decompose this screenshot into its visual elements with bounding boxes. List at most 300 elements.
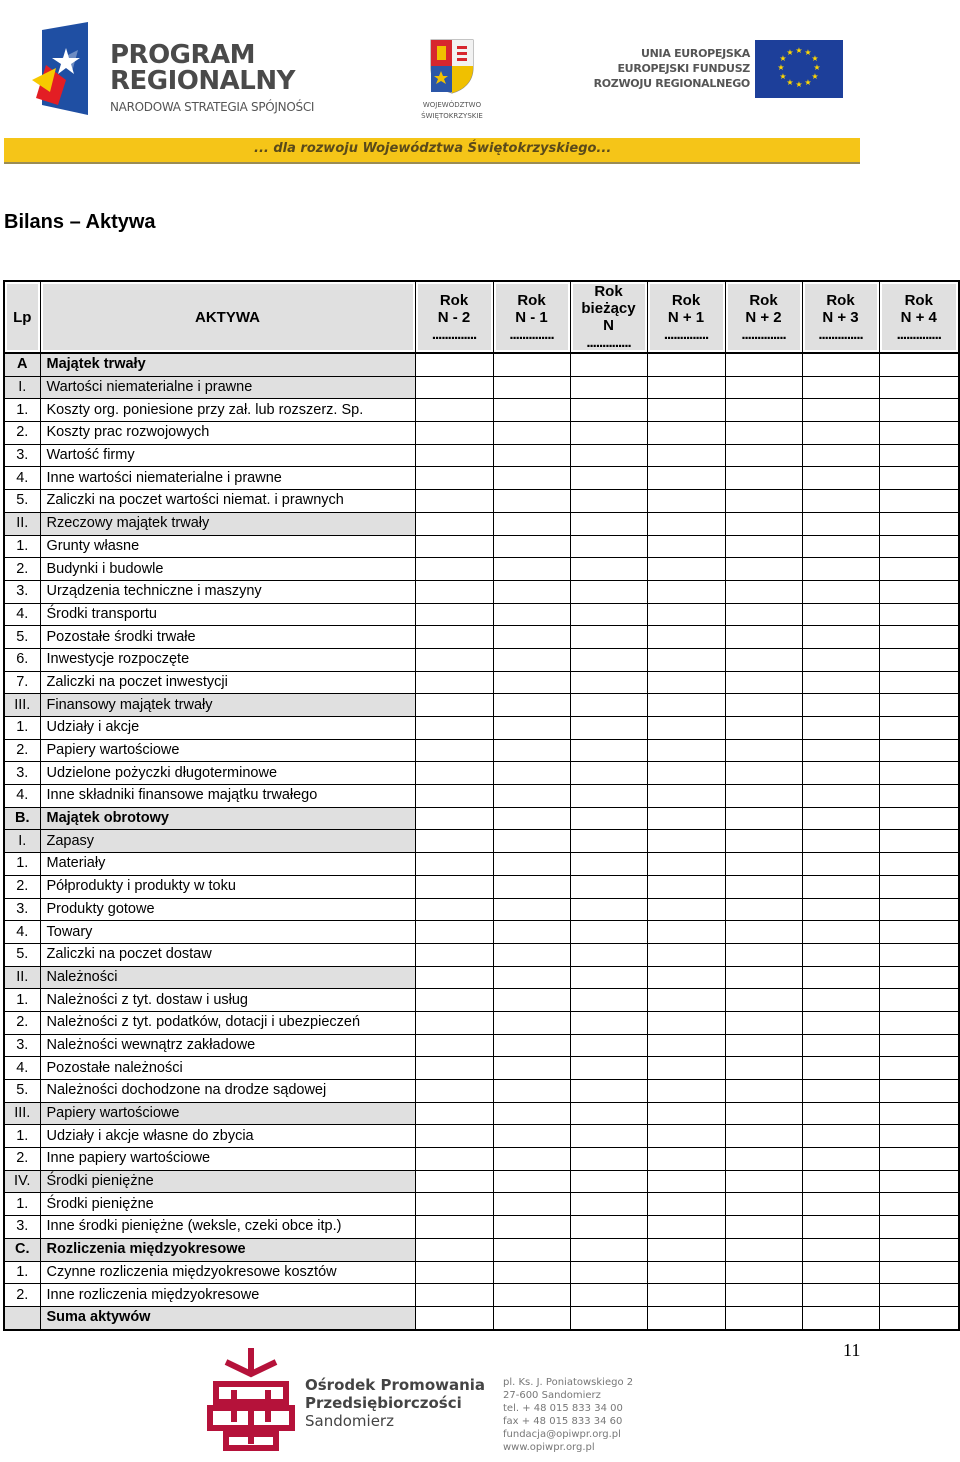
year-value-cell[interactable] (725, 671, 802, 694)
year-value-cell[interactable] (415, 467, 493, 490)
year-value-cell[interactable] (802, 1216, 879, 1239)
year-value-cell[interactable] (802, 422, 879, 445)
year-value-cell[interactable] (415, 1216, 493, 1239)
year-value-cell[interactable] (415, 376, 493, 399)
year-value-cell[interactable] (493, 1261, 570, 1284)
year-value-cell[interactable] (879, 1238, 959, 1261)
year-value-cell[interactable] (802, 1080, 879, 1103)
year-value-cell[interactable] (647, 580, 725, 603)
year-value-cell[interactable] (879, 353, 959, 376)
year-value-cell[interactable] (570, 353, 647, 376)
year-value-cell[interactable] (879, 989, 959, 1012)
year-value-cell[interactable] (879, 535, 959, 558)
year-value-cell[interactable] (415, 1170, 493, 1193)
year-value-cell[interactable] (647, 444, 725, 467)
year-value-cell[interactable] (879, 490, 959, 513)
year-value-cell[interactable] (879, 785, 959, 808)
year-value-cell[interactable] (725, 535, 802, 558)
year-value-cell[interactable] (570, 626, 647, 649)
year-value-cell[interactable] (415, 1261, 493, 1284)
year-value-cell[interactable] (415, 762, 493, 785)
year-value-cell[interactable] (493, 1148, 570, 1171)
year-value-cell[interactable] (725, 1148, 802, 1171)
year-value-cell[interactable] (415, 830, 493, 853)
year-value-cell[interactable] (879, 1148, 959, 1171)
year-value-cell[interactable] (647, 1216, 725, 1239)
year-value-cell[interactable] (493, 1057, 570, 1080)
year-value-cell[interactable] (570, 921, 647, 944)
year-value-cell[interactable] (570, 966, 647, 989)
year-value-cell[interactable] (647, 512, 725, 535)
year-value-cell[interactable] (647, 1080, 725, 1103)
year-value-cell[interactable] (415, 1306, 493, 1329)
year-value-cell[interactable] (493, 807, 570, 830)
year-value-cell[interactable] (879, 467, 959, 490)
year-value-cell[interactable] (493, 1193, 570, 1216)
year-value-cell[interactable] (570, 1102, 647, 1125)
year-value-cell[interactable] (725, 558, 802, 581)
year-value-cell[interactable] (802, 1102, 879, 1125)
year-value-cell[interactable] (802, 671, 879, 694)
year-value-cell[interactable] (570, 1170, 647, 1193)
year-value-cell[interactable] (647, 558, 725, 581)
year-value-cell[interactable] (725, 512, 802, 535)
year-value-cell[interactable] (879, 671, 959, 694)
year-value-cell[interactable] (647, 966, 725, 989)
year-value-cell[interactable] (802, 785, 879, 808)
year-value-cell[interactable] (570, 1193, 647, 1216)
year-value-cell[interactable] (879, 1057, 959, 1080)
year-value-cell[interactable] (802, 353, 879, 376)
year-value-cell[interactable] (493, 853, 570, 876)
year-value-cell[interactable] (802, 830, 879, 853)
year-value-cell[interactable] (570, 694, 647, 717)
year-value-cell[interactable] (647, 626, 725, 649)
year-value-cell[interactable] (725, 807, 802, 830)
year-value-cell[interactable] (879, 626, 959, 649)
year-value-cell[interactable] (647, 1057, 725, 1080)
year-value-cell[interactable] (879, 512, 959, 535)
year-value-cell[interactable] (725, 580, 802, 603)
year-value-cell[interactable] (725, 830, 802, 853)
year-value-cell[interactable] (570, 1306, 647, 1329)
year-value-cell[interactable] (570, 422, 647, 445)
year-value-cell[interactable] (415, 444, 493, 467)
year-value-cell[interactable] (493, 353, 570, 376)
year-value-cell[interactable] (879, 422, 959, 445)
year-value-cell[interactable] (570, 762, 647, 785)
year-value-cell[interactable] (647, 353, 725, 376)
year-value-cell[interactable] (570, 558, 647, 581)
year-value-cell[interactable] (647, 1170, 725, 1193)
year-value-cell[interactable] (493, 1306, 570, 1329)
year-value-cell[interactable] (493, 739, 570, 762)
year-value-cell[interactable] (570, 1216, 647, 1239)
year-value-cell[interactable] (570, 807, 647, 830)
year-value-cell[interactable] (570, 376, 647, 399)
year-value-cell[interactable] (570, 1080, 647, 1103)
year-value-cell[interactable] (570, 467, 647, 490)
year-value-cell[interactable] (415, 1284, 493, 1307)
year-value-cell[interactable] (570, 830, 647, 853)
year-value-cell[interactable] (493, 444, 570, 467)
year-value-cell[interactable] (570, 853, 647, 876)
year-value-cell[interactable] (415, 1057, 493, 1080)
year-value-cell[interactable] (802, 558, 879, 581)
year-value-cell[interactable] (879, 1102, 959, 1125)
year-value-cell[interactable] (493, 603, 570, 626)
year-value-cell[interactable] (725, 353, 802, 376)
year-value-cell[interactable] (802, 1057, 879, 1080)
year-value-cell[interactable] (879, 875, 959, 898)
year-value-cell[interactable] (879, 1080, 959, 1103)
year-value-cell[interactable] (879, 603, 959, 626)
year-value-cell[interactable] (647, 671, 725, 694)
year-value-cell[interactable] (802, 512, 879, 535)
year-value-cell[interactable] (415, 1034, 493, 1057)
year-value-cell[interactable] (725, 694, 802, 717)
year-value-cell[interactable] (802, 762, 879, 785)
year-value-cell[interactable] (802, 535, 879, 558)
year-value-cell[interactable] (647, 694, 725, 717)
year-value-cell[interactable] (802, 717, 879, 740)
year-value-cell[interactable] (725, 1216, 802, 1239)
year-value-cell[interactable] (647, 853, 725, 876)
year-value-cell[interactable] (879, 739, 959, 762)
year-value-cell[interactable] (647, 739, 725, 762)
year-value-cell[interactable] (415, 490, 493, 513)
year-value-cell[interactable] (802, 376, 879, 399)
year-value-cell[interactable] (415, 694, 493, 717)
year-value-cell[interactable] (415, 1011, 493, 1034)
year-value-cell[interactable] (725, 989, 802, 1012)
year-value-cell[interactable] (879, 648, 959, 671)
year-value-cell[interactable] (647, 830, 725, 853)
year-value-cell[interactable] (415, 807, 493, 830)
year-value-cell[interactable] (647, 1034, 725, 1057)
year-value-cell[interactable] (802, 1193, 879, 1216)
year-value-cell[interactable] (493, 1284, 570, 1307)
year-value-cell[interactable] (647, 1284, 725, 1307)
year-value-cell[interactable] (879, 694, 959, 717)
year-value-cell[interactable] (647, 603, 725, 626)
year-value-cell[interactable] (493, 694, 570, 717)
year-value-cell[interactable] (802, 739, 879, 762)
year-value-cell[interactable] (725, 1193, 802, 1216)
year-value-cell[interactable] (725, 376, 802, 399)
year-value-cell[interactable] (725, 490, 802, 513)
year-value-cell[interactable] (802, 1306, 879, 1329)
year-value-cell[interactable] (879, 830, 959, 853)
year-value-cell[interactable] (725, 1057, 802, 1080)
year-value-cell[interactable] (493, 921, 570, 944)
year-value-cell[interactable] (647, 1102, 725, 1125)
year-value-cell[interactable] (493, 785, 570, 808)
year-value-cell[interactable] (647, 648, 725, 671)
year-value-cell[interactable] (802, 1011, 879, 1034)
year-value-cell[interactable] (879, 853, 959, 876)
year-value-cell[interactable] (647, 717, 725, 740)
year-value-cell[interactable] (415, 422, 493, 445)
year-value-cell[interactable] (415, 989, 493, 1012)
year-value-cell[interactable] (647, 1193, 725, 1216)
year-value-cell[interactable] (647, 399, 725, 422)
year-value-cell[interactable] (647, 898, 725, 921)
year-value-cell[interactable] (802, 580, 879, 603)
year-value-cell[interactable] (493, 467, 570, 490)
year-value-cell[interactable] (802, 1034, 879, 1057)
year-value-cell[interactable] (879, 580, 959, 603)
year-value-cell[interactable] (725, 399, 802, 422)
year-value-cell[interactable] (570, 989, 647, 1012)
year-value-cell[interactable] (647, 467, 725, 490)
year-value-cell[interactable] (879, 1170, 959, 1193)
year-value-cell[interactable] (802, 1284, 879, 1307)
year-value-cell[interactable] (415, 1193, 493, 1216)
year-value-cell[interactable] (415, 898, 493, 921)
year-value-cell[interactable] (802, 444, 879, 467)
year-value-cell[interactable] (415, 535, 493, 558)
year-value-cell[interactable] (415, 943, 493, 966)
year-value-cell[interactable] (725, 444, 802, 467)
year-value-cell[interactable] (570, 490, 647, 513)
year-value-cell[interactable] (570, 648, 647, 671)
year-value-cell[interactable] (647, 1238, 725, 1261)
year-value-cell[interactable] (570, 717, 647, 740)
year-value-cell[interactable] (493, 580, 570, 603)
year-value-cell[interactable] (415, 1080, 493, 1103)
year-value-cell[interactable] (725, 648, 802, 671)
year-value-cell[interactable] (802, 875, 879, 898)
year-value-cell[interactable] (647, 762, 725, 785)
year-value-cell[interactable] (493, 989, 570, 1012)
year-value-cell[interactable] (725, 1170, 802, 1193)
year-value-cell[interactable] (570, 399, 647, 422)
year-value-cell[interactable] (879, 1125, 959, 1148)
year-value-cell[interactable] (802, 490, 879, 513)
year-value-cell[interactable] (879, 762, 959, 785)
year-value-cell[interactable] (647, 875, 725, 898)
year-value-cell[interactable] (493, 626, 570, 649)
year-value-cell[interactable] (802, 626, 879, 649)
year-value-cell[interactable] (570, 785, 647, 808)
year-value-cell[interactable] (570, 1125, 647, 1148)
year-value-cell[interactable] (802, 1170, 879, 1193)
year-value-cell[interactable] (802, 467, 879, 490)
year-value-cell[interactable] (725, 1034, 802, 1057)
year-value-cell[interactable] (725, 853, 802, 876)
year-value-cell[interactable] (415, 966, 493, 989)
year-value-cell[interactable] (493, 535, 570, 558)
year-value-cell[interactable] (415, 785, 493, 808)
year-value-cell[interactable] (570, 1011, 647, 1034)
year-value-cell[interactable] (415, 399, 493, 422)
year-value-cell[interactable] (879, 1216, 959, 1239)
year-value-cell[interactable] (415, 353, 493, 376)
year-value-cell[interactable] (415, 875, 493, 898)
year-value-cell[interactable] (647, 1261, 725, 1284)
year-value-cell[interactable] (493, 671, 570, 694)
year-value-cell[interactable] (725, 1238, 802, 1261)
year-value-cell[interactable] (647, 989, 725, 1012)
year-value-cell[interactable] (493, 490, 570, 513)
year-value-cell[interactable] (570, 898, 647, 921)
year-value-cell[interactable] (570, 1034, 647, 1057)
year-value-cell[interactable] (879, 399, 959, 422)
year-value-cell[interactable] (570, 512, 647, 535)
year-value-cell[interactable] (725, 943, 802, 966)
year-value-cell[interactable] (725, 1080, 802, 1103)
year-value-cell[interactable] (802, 1261, 879, 1284)
year-value-cell[interactable] (725, 1306, 802, 1329)
year-value-cell[interactable] (493, 512, 570, 535)
year-value-cell[interactable] (647, 785, 725, 808)
year-value-cell[interactable] (415, 671, 493, 694)
year-value-cell[interactable] (725, 966, 802, 989)
year-value-cell[interactable] (570, 1238, 647, 1261)
year-value-cell[interactable] (493, 399, 570, 422)
year-value-cell[interactable] (725, 626, 802, 649)
year-value-cell[interactable] (570, 1261, 647, 1284)
year-value-cell[interactable] (647, 1148, 725, 1171)
year-value-cell[interactable] (647, 921, 725, 944)
year-value-cell[interactable] (725, 785, 802, 808)
year-value-cell[interactable] (415, 558, 493, 581)
year-value-cell[interactable] (725, 603, 802, 626)
year-value-cell[interactable] (493, 1034, 570, 1057)
year-value-cell[interactable] (415, 648, 493, 671)
year-value-cell[interactable] (493, 1080, 570, 1103)
year-value-cell[interactable] (493, 1011, 570, 1034)
year-value-cell[interactable] (493, 422, 570, 445)
year-value-cell[interactable] (802, 603, 879, 626)
year-value-cell[interactable] (647, 943, 725, 966)
year-value-cell[interactable] (415, 1148, 493, 1171)
year-value-cell[interactable] (415, 580, 493, 603)
year-value-cell[interactable] (802, 921, 879, 944)
year-value-cell[interactable] (647, 807, 725, 830)
year-value-cell[interactable] (725, 422, 802, 445)
year-value-cell[interactable] (802, 943, 879, 966)
year-value-cell[interactable] (802, 807, 879, 830)
year-value-cell[interactable] (415, 603, 493, 626)
year-value-cell[interactable] (879, 1193, 959, 1216)
year-value-cell[interactable] (802, 853, 879, 876)
year-value-cell[interactable] (493, 558, 570, 581)
year-value-cell[interactable] (802, 1148, 879, 1171)
year-value-cell[interactable] (802, 1238, 879, 1261)
year-value-cell[interactable] (493, 1125, 570, 1148)
year-value-cell[interactable] (647, 376, 725, 399)
year-value-cell[interactable] (802, 898, 879, 921)
year-value-cell[interactable] (879, 921, 959, 944)
year-value-cell[interactable] (879, 807, 959, 830)
year-value-cell[interactable] (570, 603, 647, 626)
year-value-cell[interactable] (725, 875, 802, 898)
year-value-cell[interactable] (415, 739, 493, 762)
year-value-cell[interactable] (570, 671, 647, 694)
year-value-cell[interactable] (570, 1284, 647, 1307)
year-value-cell[interactable] (647, 1125, 725, 1148)
year-value-cell[interactable] (493, 875, 570, 898)
year-value-cell[interactable] (879, 444, 959, 467)
year-value-cell[interactable] (570, 875, 647, 898)
year-value-cell[interactable] (802, 989, 879, 1012)
year-value-cell[interactable] (415, 853, 493, 876)
year-value-cell[interactable] (802, 1125, 879, 1148)
year-value-cell[interactable] (647, 490, 725, 513)
year-value-cell[interactable] (725, 717, 802, 740)
year-value-cell[interactable] (879, 558, 959, 581)
year-value-cell[interactable] (647, 1306, 725, 1329)
year-value-cell[interactable] (879, 1306, 959, 1329)
year-value-cell[interactable] (493, 898, 570, 921)
year-value-cell[interactable] (570, 444, 647, 467)
year-value-cell[interactable] (879, 1011, 959, 1034)
year-value-cell[interactable] (725, 898, 802, 921)
year-value-cell[interactable] (493, 648, 570, 671)
year-value-cell[interactable] (647, 1011, 725, 1034)
year-value-cell[interactable] (879, 943, 959, 966)
year-value-cell[interactable] (725, 1261, 802, 1284)
year-value-cell[interactable] (802, 966, 879, 989)
year-value-cell[interactable] (879, 376, 959, 399)
year-value-cell[interactable] (570, 1057, 647, 1080)
year-value-cell[interactable] (879, 717, 959, 740)
year-value-cell[interactable] (415, 717, 493, 740)
year-value-cell[interactable] (415, 1102, 493, 1125)
year-value-cell[interactable] (725, 1102, 802, 1125)
year-value-cell[interactable] (570, 1148, 647, 1171)
year-value-cell[interactable] (802, 694, 879, 717)
year-value-cell[interactable] (647, 535, 725, 558)
year-value-cell[interactable] (570, 943, 647, 966)
year-value-cell[interactable] (415, 1125, 493, 1148)
year-value-cell[interactable] (725, 762, 802, 785)
year-value-cell[interactable] (415, 626, 493, 649)
year-value-cell[interactable] (493, 376, 570, 399)
year-value-cell[interactable] (725, 1011, 802, 1034)
year-value-cell[interactable] (493, 762, 570, 785)
year-value-cell[interactable] (493, 943, 570, 966)
year-value-cell[interactable] (570, 535, 647, 558)
year-value-cell[interactable] (725, 1284, 802, 1307)
year-value-cell[interactable] (415, 921, 493, 944)
year-value-cell[interactable] (493, 1238, 570, 1261)
year-value-cell[interactable] (725, 467, 802, 490)
year-value-cell[interactable] (647, 422, 725, 445)
year-value-cell[interactable] (415, 512, 493, 535)
year-value-cell[interactable] (493, 1216, 570, 1239)
year-value-cell[interactable] (493, 1170, 570, 1193)
year-value-cell[interactable] (493, 717, 570, 740)
year-value-cell[interactable] (879, 1034, 959, 1057)
year-value-cell[interactable] (493, 966, 570, 989)
year-value-cell[interactable] (725, 739, 802, 762)
year-value-cell[interactable] (725, 1125, 802, 1148)
year-value-cell[interactable] (879, 898, 959, 921)
year-value-cell[interactable] (725, 921, 802, 944)
year-value-cell[interactable] (493, 1102, 570, 1125)
year-value-cell[interactable] (879, 966, 959, 989)
year-value-cell[interactable] (802, 648, 879, 671)
year-value-cell[interactable] (570, 580, 647, 603)
year-value-cell[interactable] (802, 399, 879, 422)
year-value-cell[interactable] (493, 830, 570, 853)
year-value-cell[interactable] (879, 1261, 959, 1284)
year-value-cell[interactable] (879, 1284, 959, 1307)
year-value-cell[interactable] (570, 739, 647, 762)
